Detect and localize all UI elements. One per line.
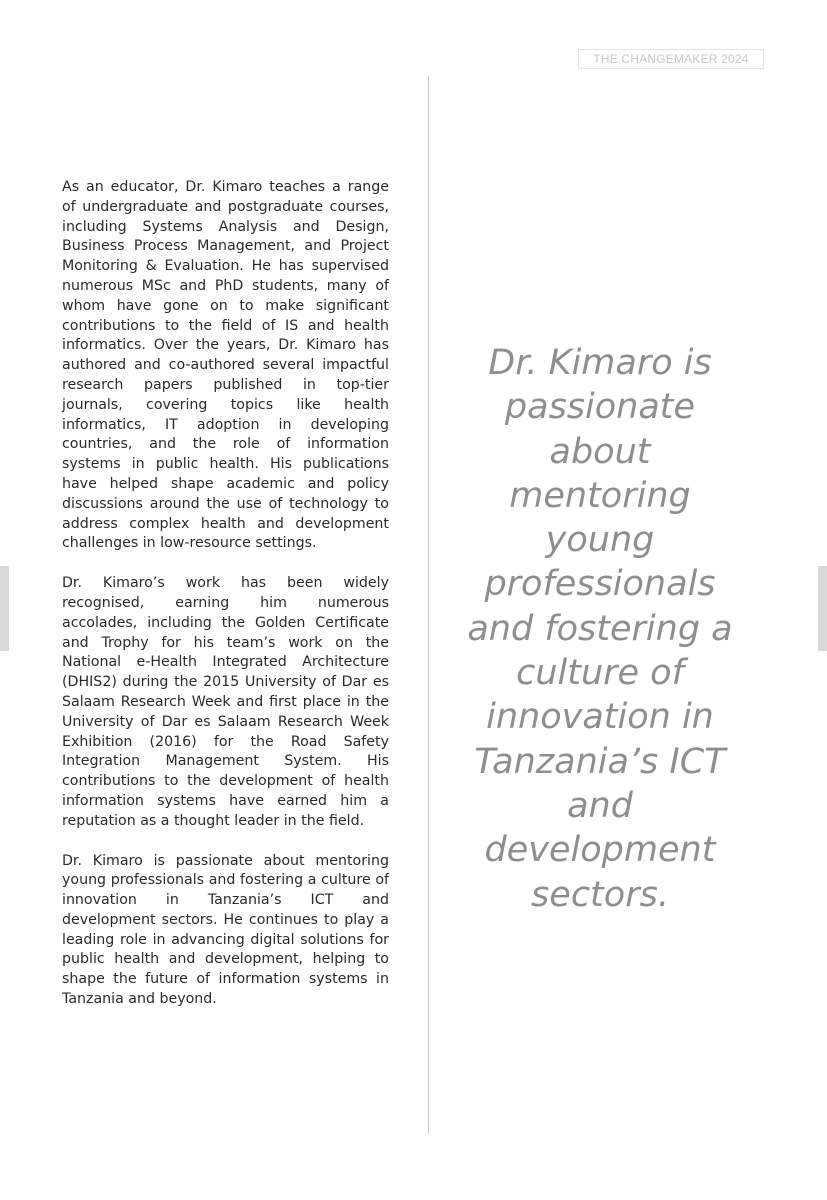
pull-quote: Dr. Kimaro is passionate about mentoring young professionals and fostering a culture of innovation in Tanzania’s ICT and development sectors.: [467, 343, 733, 915]
article-body: [62, 178, 389, 1030]
article-paragraph-2: Dr. Kimaro’s work has been widely recognised, earning him numerous accolades, including the Golden Certificate and Trophy for his team’s work on the National e-Health Integrated Architecture (DHIS2) during the 2015 University of Dar es Salaam Research Week and first place in the University of Dar es Salaam Research Week Exhibition (2016) for the Road Safety Integration Management System. His contributions to the development of health information systems have earned him a reputation as a thought leader in the field.: [62, 575, 389, 829]
article-paragraph-1: As an educator, Dr. Kimaro teaches a range of undergraduate and postgraduate courses, including Systems Analysis and Design, Business Process Management, and Project Monitoring & Evaluation. He has supervised numerous MSc and PhD students, many of whom have gone on to make significant contributions to the field of IS and health informatics. Over the years, Dr. Kimaro has authored and co-authored several impactful research papers published in top-tier journals, covering topics like health informatics, IT adoption in developing countries, and the role of information systems in public health. His publications have helped shape academic and policy discussions around the use of technology to address complex health and development challenges in low-resource settings.: [62, 179, 389, 552]
article-paragraph-3: Dr. Kimaro is passionate about mentoring young professionals and fostering a culture of innovation in Tanzania’s ICT and development sectors. He continues to play a leading role in advancing digital solutions for public health and development, helping to shape the future of information systems in Tanzania and beyond.: [62, 852, 389, 1008]
publication-header: THE CHANGEMAKER 2024: [578, 49, 764, 69]
right-page-edge-tab: [818, 566, 827, 651]
column-divider: [428, 76, 429, 1134]
left-page-edge-tab: [0, 566, 9, 651]
